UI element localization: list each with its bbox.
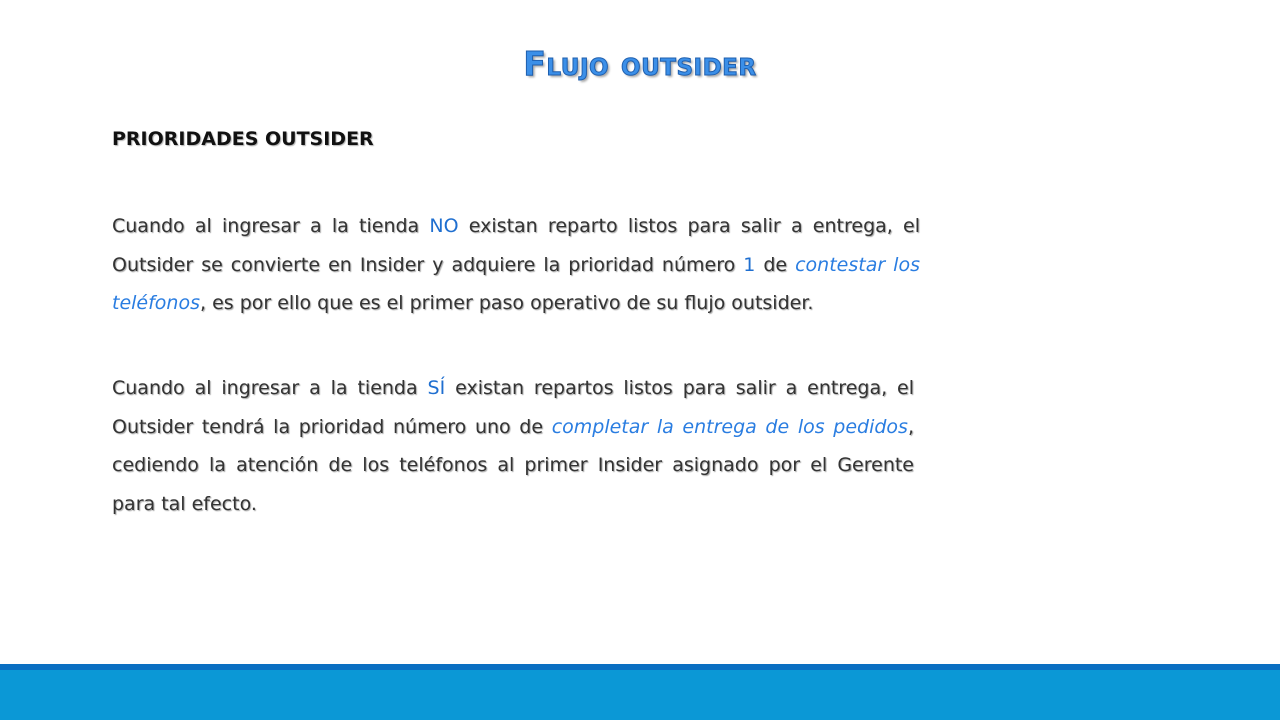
p1-highlight-number: 1: [743, 253, 756, 276]
paragraph-no-deliveries: [112, 207, 920, 323]
p2-text-2: existan repartos listos para salir a entrega, el Outsider tendrá la prioridad número uno de: [112, 377, 915, 438]
p1-emphasis-phones: contestar los teléfonos: [112, 253, 920, 314]
p1-text-1: Cuando al ingresar a la tienda: [112, 215, 430, 237]
p1-text-3: de: [755, 253, 796, 276]
p2-highlight-si: SÍ: [427, 377, 446, 399]
p2-emphasis-deliveries: completar la entrega de los pedidos: [551, 415, 908, 438]
slide-title: Flujo outsider: [523, 44, 757, 83]
p2-text-1: Cuando al ingresar a la tienda: [112, 377, 428, 399]
footer-bar: [0, 664, 1280, 720]
paragraph-yes-deliveries: [112, 369, 914, 523]
p1-text-4: , es por ello que es el primer paso operativo de su flujo outsider.: [200, 292, 814, 314]
p1-text-2: existan reparto listos para salir a entrega, el Outsider se convierte en Insider y adquiere la prioridad número: [112, 215, 920, 276]
p1-highlight-no: NO: [429, 215, 459, 237]
footer-bar-accent: [0, 664, 1280, 670]
p2-text-3: , cediendo la atención de los teléfonos al primer Insider asignado por el Gerente para tal efecto.: [112, 415, 914, 515]
section-heading: PRIORIDADES OUTSIDER: [112, 128, 374, 150]
